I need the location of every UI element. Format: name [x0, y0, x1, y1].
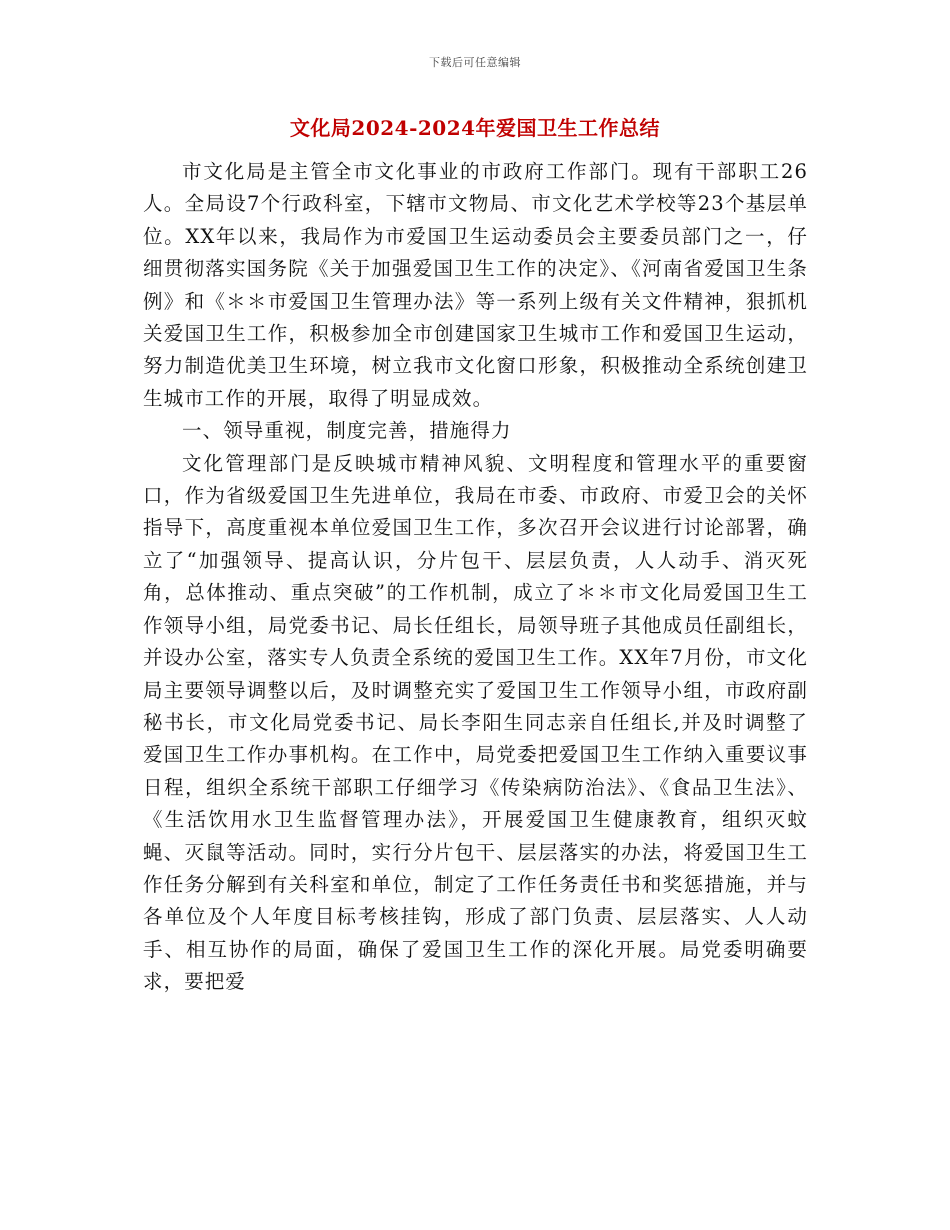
header-note: 下载后可任意编辑 [429, 56, 521, 69]
section-heading: 一、领导重视，制度完善，措施得力 [182, 419, 512, 443]
paragraph-section-one: 文化管理部门是反映城市精神风貌、文明程度和管理水平的重要窗口，作为省级爱国卫生先进单位，我局在市委、市政府、市爱卫会的关怀指导下，高度重视本单位爱国卫生工作，多次召开会议进行讨论部署，确立了“加强领导、提高认识，分片包干、层层负责，人人动手、消灭死角，总体推动、重点突破”的工作机制，成立了＊＊市文化局爱国卫生工作领导小组，局党委书记、局长任组长，局领导班子其他成员任副组长，并设办公室，落实专人负责全系统的爱国卫生工作。XX年7月份，市文化局主要领导调整以后，及时调整充实了爱国卫生工作领导小组，市政府副秘书长，市文化局党委书记、局长李阳生同志亲自任组长,并及时调整了爱国卫生工作办事机构。在工作中，局党委把爱国卫生工作纳入重要议事日程，组织全系统干部职工仔细学习《传染病防治法》、《食品卫生法》、《生活饮用水卫生监督管理办法》，开展爱国卫生健康教育，组织灭蚊蝇、灭鼠等活动。同时，实行分片包干、层层落实的办法，将爱国卫生工作任务分解到有关科室和单位，制定了工作任务责任书和奖惩措施，并与各单位及个人年度目标考核挂钩，形成了部门负责、层层落实、人人动手、相互协作的局面，确保了爱国卫生工作的深化开展。局党委明确要求，要把爱 [143, 451, 808, 994]
paragraph-intro: 市文化局是主管全市文化事业的市政府工作部门。现有干部职工26人。全局设7个行政科室，下辖市文物局、市文化艺术学校等23个基层单位。XX年以来，我局作为市爱国卫生运动委员会主要委员部门之一，仔细贯彻落实国务院《关于加强爱国卫生工作的决定》、《河南省爱国卫生条例》和《＊＊市爱国卫生管理办法》等一系列上级有关文件精神，狠抓机关爱国卫生工作，积极参加全市创建国家卫生城市工作和爱国卫生运动，努力制造优美卫生环境，树立我市文化窗口形象，积极推动全系统创建卫生城市工作的开展，取得了明显成效。 [143, 160, 808, 410]
document-body [143, 156, 808, 999]
document-title: 文化局2024-2024年爱国卫生工作总结 [289, 116, 661, 140]
